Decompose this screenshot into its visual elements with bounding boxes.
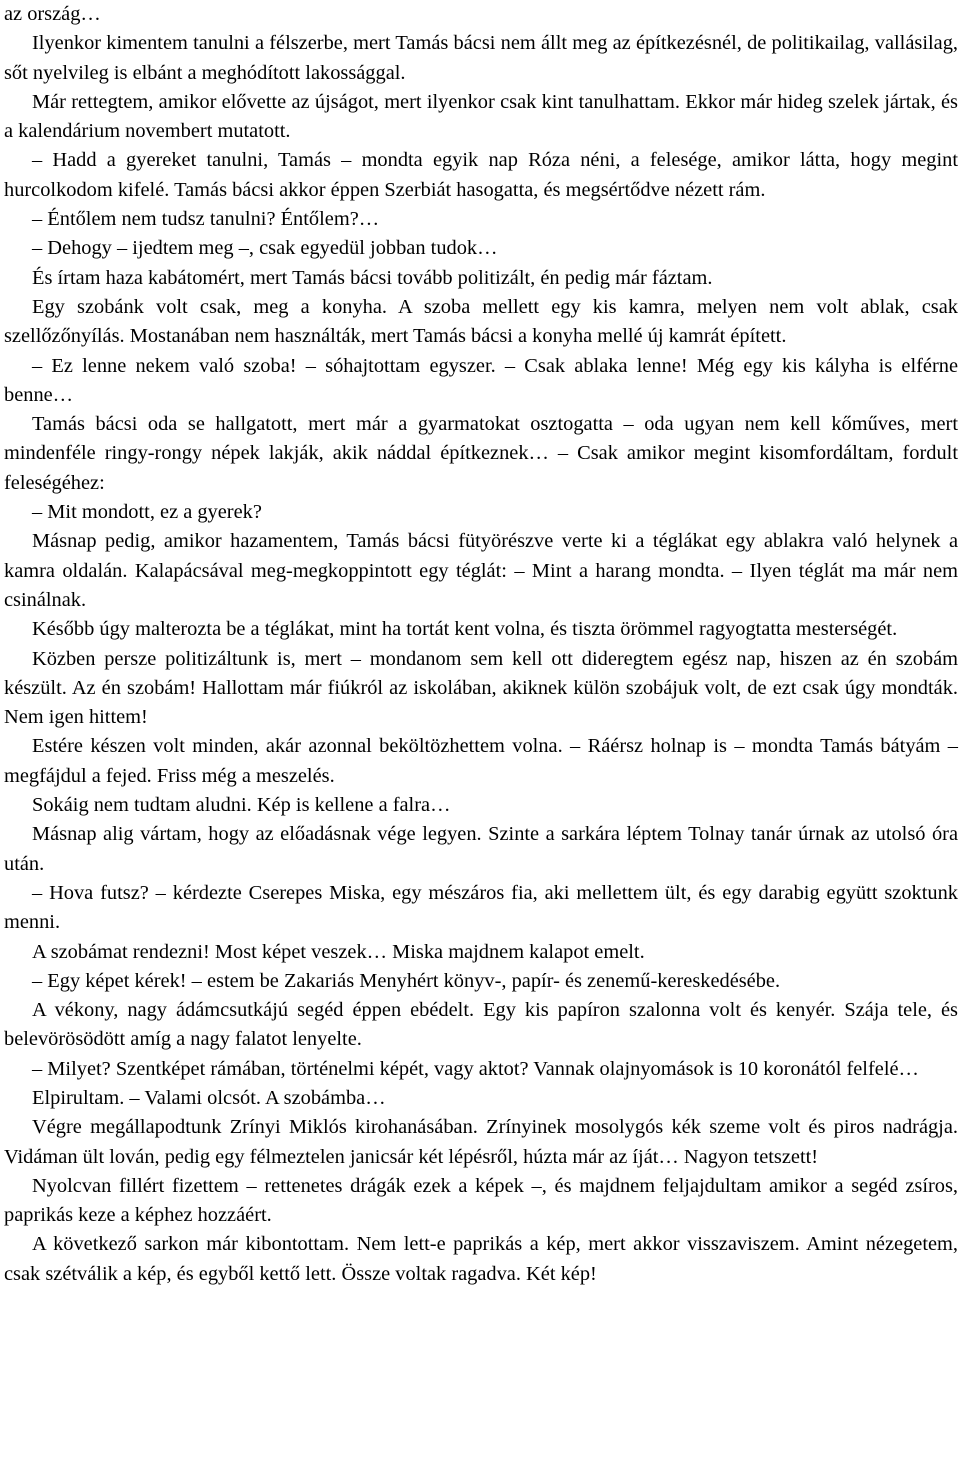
paragraph: – Mit mondott, ez a gyerek? — [32, 501, 262, 524]
paragraph: Közben persze politizáltunk is, mert – mondanom sem kell ott dideregtem egész nap, hiszen az én szobám készült. Az én szobám! Hallottam már fiúkról az iskolában, akiknek külön szobájuk volt, de ezt csak úgy mondták. Nem igen hittem! — [4, 647, 958, 729]
document-page — [4, 0, 958, 1289]
paragraph: Estére készen volt minden, akár azonnal beköltözhettem volna. – Ráérsz holnap is – mondta Tamás bátyám – megfájdul a fejed. Friss még a meszelés. — [4, 735, 958, 787]
paragraph: Már rettegtem, amikor elővette az újságot, mert ilyenkor csak kint tanulhattam. Ekkor már hideg szelek jártak, és a kalendárium novembert mutatott. — [4, 90, 958, 143]
paragraph: A szobámat rendezni! Most képet veszek… Miska majdnem kalapot emelt. — [32, 940, 645, 963]
paragraph: – Hova futsz? – kérdezte Cserepes Miska, egy mészáros fia, aki mellettem ült, és egy darabig együtt szoktunk menni. — [4, 881, 958, 934]
paragraph: – Egy képet kérek! – estem be Zakariás Menyhért könyv-, papír- és zenemű-kereskedésébe. — [32, 969, 781, 992]
paragraph: Tamás bácsi oda se hallgatott, mert már a gyarmatokat osztogatta – oda ugyan nem kell kőműves, mert mindenféle ringy-rongy népek lakják, akik náddal építkeznek… – Csak amikor megint kisomfordáltam, fordult feleségéhez: — [4, 413, 958, 494]
paragraph: A következő sarkon már kibontottam. Nem lett-e paprikás a kép, mert akkor visszaviszem. Amint nézegetem, csak szétválik a kép, és egyből kettő lett. Össze voltak ragadva. Két kép! — [4, 1233, 958, 1285]
paragraph: Egy szobánk volt csak, meg a konyha. A szoba mellett egy kis kamra, melyen nem volt ablak, csak szellőzőnyílás. Mostanában nem használták, mert Tamás bácsi a konyha mellé új kamrát épített. — [4, 295, 958, 348]
paragraph: Másnap pedig, amikor hazamentem, Tamás bácsi fütyörészve verte ki a téglákat egy ablakra való helynek a kamra oldalán. Kalapácsával meg-megkoppintott egy téglát: – Mint a harang mondta. – Ilyen téglát ma már nem csinálnak. — [4, 530, 958, 611]
paragraph: A vékony, nagy ádámcsutkájú segéd éppen ebédelt. Egy kis papíron szalonna volt és kenyér. Szája tele, és belevörösödött amíg a nagy falatot lenyelte. — [4, 999, 958, 1051]
paragraph: az ország… — [4, 3, 101, 25]
paragraph: Sokáig nem tudtam aludni. Kép is kellene a falra… — [32, 794, 451, 817]
paragraph: – Éntőlem nem tudsz tanulni? Éntőlem?… — [32, 208, 380, 231]
paragraph: – Hadd a gyereket tanulni, Tamás – mondta egyik nap Róza néni, a felesége, amikor látta, hogy megint hurcolkodom kifelé. Tamás bácsi akkor éppen Szerbiát hasogatta, és megsértődve nézett rám. — [4, 149, 958, 201]
paragraph: És írtam haza kabátomért, mert Tamás bácsi tovább politizált, én pedig már fáztam. — [32, 266, 713, 289]
paragraph: Másnap alig vártam, hogy az előadásnak vége legyen. Szinte a sarkára léptem Tolnay tanár úrnak az utolsó óra után. — [4, 823, 958, 875]
paragraph: Később úgy malterozta be a téglákat, mint ha tortát kent volna, és tiszta örömmel ragyogtatta mesterségét. — [32, 618, 898, 641]
paragraph: Elpirultam. – Valami olcsót. A szobámba… — [32, 1086, 386, 1109]
paragraph: – Milyet? Szentképet rámában, történelmi képét, vagy aktot? Vannak olajnyomások is 10 koronától felfelé… — [32, 1057, 919, 1080]
paragraph: Ilyenkor kimentem tanulni a félszerbe, mert Tamás bácsi nem állt meg az építkezésnél, de politikailag, vallásilag, sőt nyelvileg is elbánt a meghódított lakossággal. — [4, 32, 958, 84]
paragraph: Végre megállapodtunk Zrínyi Miklós kirohanásában. Zrínyinek mosolygós kék szeme volt és piros nadrágja. Vidáman ült lován, pedig egy félmeztelen janicsár két lépésről, húzta már az íját… Nagyon tetszett! — [4, 1116, 958, 1168]
paragraph: – Ez lenne nekem való szoba! – sóhajtottam egyszer. – Csak ablaka lenne! Még egy kis kályha is elférne benne… — [4, 354, 958, 406]
paragraph: – Dehogy – ijedtem meg –, csak egyedül jobban tudok… — [32, 237, 498, 260]
paragraph: Nyolcvan fillért fizettem – rettenetes drágák ezek a képek –, és majdnem feljajdultam amikor a segéd zsíros, paprikás keze a képhez hozzáért. — [4, 1174, 958, 1227]
